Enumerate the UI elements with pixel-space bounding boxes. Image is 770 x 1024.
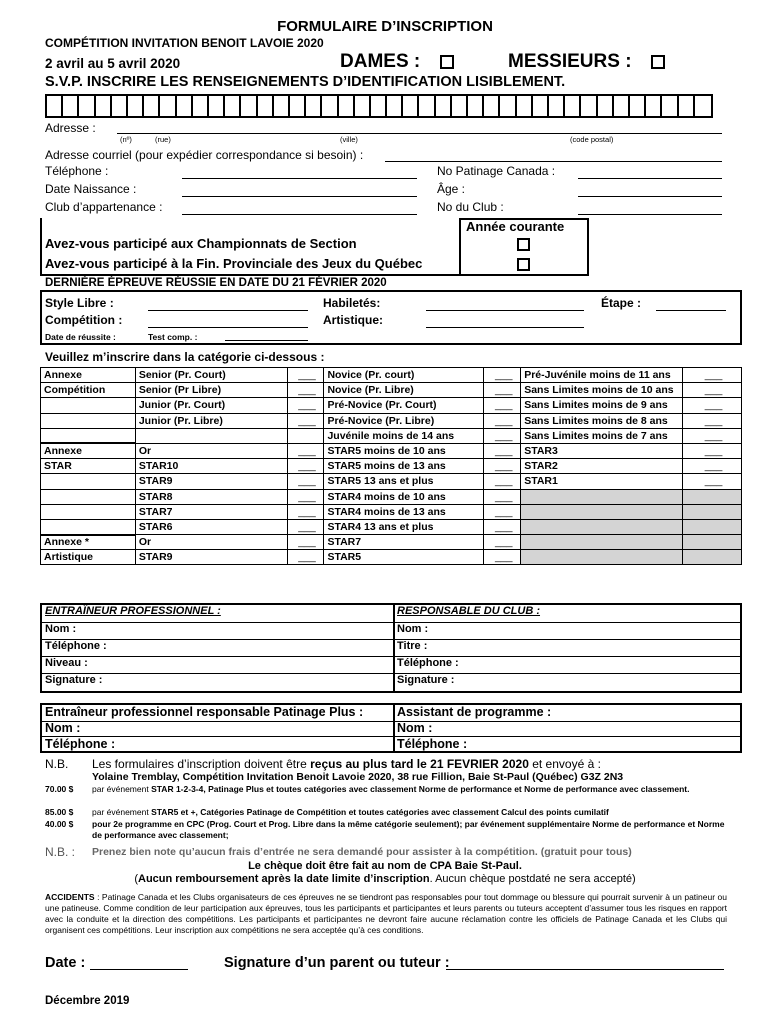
id-cell[interactable] <box>209 96 225 118</box>
category-checkbox-blank[interactable]: ___ <box>287 443 324 458</box>
id-cell[interactable] <box>533 96 549 118</box>
annexe-cell: Annexe <box>41 443 136 458</box>
id-cell[interactable] <box>355 96 371 118</box>
category-checkbox-blank[interactable]: ___ <box>683 413 742 428</box>
category-label: STAR5 13 ans et plus <box>324 474 484 489</box>
refund-bold: Aucun remboursement après la date limite d’inscription <box>138 873 430 885</box>
category-label: STAR8 <box>135 489 287 504</box>
messieurs-label <box>508 51 665 73</box>
category-checkbox-blank <box>683 489 742 504</box>
category-label: Novice (Pr. Libre) <box>324 383 484 398</box>
id-cell[interactable] <box>436 96 452 118</box>
nb-text <box>92 757 601 771</box>
habiletes-line[interactable] <box>426 310 584 311</box>
category-label: STAR1 <box>521 474 683 489</box>
id-cell[interactable] <box>549 96 565 118</box>
footer-month: Décembre 2019 <box>45 995 130 1007</box>
competition-line[interactable] <box>148 327 308 328</box>
category-label: STAR4 13 ans et plus <box>324 519 484 534</box>
id-boxes[interactable] <box>45 94 713 118</box>
category-checkbox-blank[interactable]: ___ <box>287 519 324 534</box>
category-checkbox-blank[interactable]: ___ <box>484 383 521 398</box>
category-checkbox-blank[interactable]: ___ <box>484 519 521 534</box>
category-checkbox-blank <box>683 535 742 550</box>
id-cell[interactable] <box>614 96 630 118</box>
id-cells <box>47 96 711 116</box>
phone-line[interactable] <box>182 178 417 179</box>
category-label: STAR7 <box>135 504 287 519</box>
pp-left-nom[interactable]: Nom : <box>45 721 81 735</box>
category-label: STAR5 <box>324 550 484 565</box>
category-checkbox-blank[interactable]: ___ <box>287 368 324 383</box>
table-row <box>41 474 742 489</box>
address-sub-rue: (rue) <box>155 135 171 144</box>
accidents-body: : Patinage Canada et les Clubs organisateurs de ces épreuves ne se tiendront pas responsables pour tout dommage ou blessure qui pourrait survenir à un patineur ou une patineuse. Comme condition de leur participation aux épreuves, tous les participants et participantes et leurs parents ou tuteurs acceptent d’assumer tous les risques en rapport avec la conduite et la direction des compétitions. Les participants et participantes ne devront faire aucune réclamation contre les officiels de Patinage Canada et les Clubs qui organisent ces compétitions. Leur inscription aux compétitions ne sera acceptée qu’à ces conditions. <box>45 892 727 935</box>
table-row <box>41 398 742 413</box>
patinage-line[interactable] <box>578 178 722 179</box>
table-row <box>41 550 742 565</box>
category-label: STAR6 <box>135 519 287 534</box>
category-label: Junior (Pr. Libre) <box>135 413 287 428</box>
category-label: STAR9 <box>135 550 287 565</box>
email-line[interactable] <box>385 161 722 162</box>
category-checkbox-blank[interactable]: ___ <box>287 459 324 474</box>
coach-nom[interactable]: Nom : <box>45 623 77 635</box>
id-cell[interactable] <box>144 96 160 118</box>
annexe-cell <box>41 398 136 413</box>
category-checkbox-blank[interactable]: ___ <box>287 413 324 428</box>
annexe-cell <box>41 504 136 519</box>
id-cell[interactable] <box>646 96 662 118</box>
address-line[interactable] <box>117 133 722 134</box>
club-no-label: No du Club : <box>437 200 504 214</box>
id-cell[interactable] <box>403 96 419 118</box>
table-row <box>41 459 742 474</box>
category-checkbox-blank[interactable]: ___ <box>484 459 521 474</box>
fee2-text-b: STAR5 et +, Catégories Patinage de Compétition et toutes catégories avec classement Calcul des points cumilatif <box>151 807 609 817</box>
habiletes-label: Habiletés: <box>323 296 381 310</box>
id-cell[interactable] <box>387 96 403 118</box>
categories-table <box>40 367 742 565</box>
refund-note <box>0 873 770 885</box>
q-sectional: Avez-vous participé aux Championnats de Section <box>45 236 357 251</box>
q-provincial: Avez-vous participé à la Fin. Provinciale des Jeux du Québec <box>45 256 423 271</box>
patinage-label: No Patinage Canada : <box>437 164 556 178</box>
category-label: Sans Limites moins de 8 ans <box>521 413 683 428</box>
category-checkbox-blank[interactable]: ___ <box>287 550 324 565</box>
category-label: Novice (Pr. court) <box>324 368 484 383</box>
category-checkbox-blank[interactable]: ___ <box>287 474 324 489</box>
category-label <box>521 489 683 504</box>
footer-date-line[interactable] <box>90 969 188 970</box>
category-checkbox-blank[interactable]: ___ <box>484 489 521 504</box>
id-cell[interactable] <box>419 96 435 118</box>
mailing-address: Yolaine Tremblay, Compétition Invitation Benoit Lavoie 2020, 38 rue Fillion, Baie St-Paul (Québec) G3Z 2N3 <box>92 771 624 783</box>
id-cell[interactable] <box>79 96 95 118</box>
club-resp-signature[interactable]: Signature : <box>397 674 455 686</box>
fee1-text-a: par événement <box>92 784 152 794</box>
fee3-amount: 40.00 $ <box>45 819 74 829</box>
club-line[interactable] <box>182 214 417 215</box>
id-cell[interactable] <box>112 96 128 118</box>
category-checkbox-blank[interactable]: ___ <box>484 504 521 519</box>
dames-checkbox[interactable] <box>440 55 454 69</box>
table-row <box>41 413 742 428</box>
fee1-amount: 70.00 $ <box>45 784 74 794</box>
club-resp-telephone[interactable]: Téléphone : <box>397 657 459 669</box>
nb-text-2: et envoyé à : <box>528 757 601 771</box>
provincial-checkbox[interactable] <box>517 258 530 271</box>
category-checkbox-blank[interactable]: ___ <box>484 535 521 550</box>
address-sub-no: (nº) <box>120 135 132 144</box>
etape-label: Étape : <box>601 296 642 310</box>
club-resp-title: RESPONSABLE DU CLUB : <box>397 605 541 617</box>
id-cell[interactable] <box>241 96 257 118</box>
annexe-cell: Annexe <box>41 368 136 383</box>
instruction: S.V.P. INSCRIRE LES RENSEIGNEMENTS D’IDENTIFICATION LISIBLEMENT. <box>45 74 566 90</box>
coach-telephone[interactable]: Téléphone : <box>45 640 107 652</box>
id-cell[interactable] <box>484 96 500 118</box>
age-label: Âge : <box>437 182 466 196</box>
category-checkbox-blank[interactable]: ___ <box>484 443 521 458</box>
address-label: Adresse : <box>45 121 96 135</box>
table-row <box>41 368 742 383</box>
refund-b: . Aucun chèque postdaté ne sera accepté) <box>429 873 636 885</box>
club-resp-nom[interactable]: Nom : <box>397 623 429 635</box>
messieurs-checkbox[interactable] <box>651 55 665 69</box>
id-cell[interactable] <box>581 96 597 118</box>
accidents-label: ACCIDENTS <box>45 892 95 902</box>
id-cell[interactable] <box>306 96 322 118</box>
fee2-amount: 85.00 $ <box>45 807 74 817</box>
category-label <box>135 428 287 443</box>
annexe-cell: Compétition <box>41 383 136 398</box>
id-cell[interactable] <box>193 96 209 118</box>
artistique-line[interactable] <box>426 327 584 328</box>
fee1-text-b: STAR 1-2-3-4, Patinage Plus et toutes catégories avec classement Norme de performance et Norme de performance avec classement. <box>151 784 690 794</box>
id-cell[interactable] <box>468 96 484 118</box>
category-checkbox-blank <box>683 550 742 565</box>
annexe-cell <box>41 428 136 443</box>
category-label: STAR7 <box>324 535 484 550</box>
phone-label: Téléphone : <box>45 164 109 178</box>
table-row <box>41 489 742 504</box>
refund-a: ( <box>134 873 138 885</box>
accidents-text <box>45 892 727 936</box>
fee2-text-a: par événement <box>92 807 152 817</box>
nb-text-deadline: reçus au plus tard le 21 FEVRIER 2020 <box>310 757 529 771</box>
category-checkbox-blank[interactable]: ___ <box>683 459 742 474</box>
coach-niveau[interactable]: Niveau : <box>45 657 88 669</box>
last-test-title: DERNIÈRE ÉPREUVE RÉUSSIE EN DATE DU 21 FÉVRIER 2020 <box>45 277 387 289</box>
annexe-cell: STAR <box>41 459 136 474</box>
birth-label: Date Naissance : <box>45 182 137 196</box>
nb2-label: N.B. : <box>45 845 76 859</box>
category-label: STAR4 moins de 13 ans <box>324 504 484 519</box>
id-cell[interactable] <box>177 96 193 118</box>
sectional-checkbox[interactable] <box>517 238 530 251</box>
style-libre-label: Style Libre : <box>45 296 114 310</box>
category-checkbox-blank[interactable]: ___ <box>287 535 324 550</box>
category-checkbox-blank[interactable]: ___ <box>484 398 521 413</box>
age-line[interactable] <box>578 196 722 197</box>
category-label: STAR3 <box>521 443 683 458</box>
date-reussite-label: Date de réussite : <box>45 332 116 342</box>
category-label: STAR5 moins de 10 ans <box>324 443 484 458</box>
coach-title: ENTRAÎNEUR PROFESSIONNEL : <box>45 605 221 617</box>
category-label: STAR4 moins de 10 ans <box>324 489 484 504</box>
id-cell[interactable] <box>160 96 176 118</box>
category-checkbox-blank[interactable]: ___ <box>484 413 521 428</box>
competition-label: Compétition : <box>45 313 123 327</box>
nb2-text: Prenez bien note qu’aucun frais d’entrée ne sera demandé pour assister à la compétition. (gratuit pour tous) <box>92 846 632 858</box>
event-dates: 2 avril au 5 avril 2020 <box>45 56 181 71</box>
category-label: Sans Limites moins de 7 ans <box>521 428 683 443</box>
category-label: Or <box>135 535 287 550</box>
category-checkbox-blank[interactable]: ___ <box>484 368 521 383</box>
id-cell[interactable] <box>662 96 678 118</box>
footer-date-label: Date : <box>45 955 86 971</box>
coach-signature[interactable]: Signature : <box>45 674 103 686</box>
category-label: Or <box>135 443 287 458</box>
table-row <box>41 504 742 519</box>
current-year-header: Année courante <box>466 219 565 234</box>
id-cell[interactable] <box>322 96 338 118</box>
address-sub-postal: (code postal) <box>570 135 614 144</box>
id-cell[interactable] <box>258 96 274 118</box>
category-checkbox-blank[interactable]: ___ <box>287 383 324 398</box>
pp-right-telephone[interactable]: Téléphone : <box>397 737 468 751</box>
table-row <box>41 383 742 398</box>
cheque-note: Le chèque doit être fait au nom de CPA Baie St-Paul. <box>248 860 522 872</box>
id-cell[interactable] <box>290 96 306 118</box>
category-label: Juvénile moins de 14 ans <box>324 428 484 443</box>
table-row <box>41 443 742 458</box>
id-cell[interactable] <box>517 96 533 118</box>
annexe-cell <box>41 413 136 428</box>
category-label: Pré-Juvénile moins de 11 ans <box>521 368 683 383</box>
club-label: Club d’appartenance : <box>45 200 163 214</box>
category-label: STAR10 <box>135 459 287 474</box>
id-cell[interactable] <box>96 96 112 118</box>
category-checkbox-blank[interactable]: ___ <box>683 428 742 443</box>
category-checkbox-blank[interactable]: ___ <box>287 504 324 519</box>
dames-text: DAMES : <box>340 51 421 72</box>
club-resp-titre[interactable]: Titre : <box>397 640 428 652</box>
id-cell[interactable] <box>630 96 646 118</box>
category-label: Pré-Novice (Pr. Libre) <box>324 413 484 428</box>
id-cell[interactable] <box>598 96 614 118</box>
dames-label <box>340 51 454 73</box>
id-cell[interactable] <box>452 96 468 118</box>
category-checkbox-blank[interactable]: ___ <box>287 398 324 413</box>
id-cell[interactable] <box>128 96 144 118</box>
category-label <box>521 550 683 565</box>
id-cell[interactable] <box>371 96 387 118</box>
category-checkbox-blank[interactable]: ___ <box>683 474 742 489</box>
category-label: Sans Limites moins de 10 ans <box>521 383 683 398</box>
fee3-text: pour 2e programme en CPC (Prog. Court et Prog. Libre dans la même catégorie seulement); par événement supplémentaire Norme de performance et Norme de performance avec classement; <box>92 819 725 840</box>
category-checkbox-blank <box>287 428 324 443</box>
category-label: STAR2 <box>521 459 683 474</box>
category-label <box>521 535 683 550</box>
pp-right-title: Assistant de programme : <box>397 705 552 719</box>
category-checkbox-blank[interactable]: ___ <box>683 398 742 413</box>
id-cell[interactable] <box>63 96 79 118</box>
fee1-text <box>92 784 732 795</box>
footer-signature-label: Signature d’un parent ou tuteur : <box>224 955 450 971</box>
test-comp-line[interactable] <box>225 340 308 341</box>
category-label: STAR9 <box>135 474 287 489</box>
category-checkbox-blank[interactable]: ___ <box>484 550 521 565</box>
table-row <box>41 428 742 443</box>
category-label: Senior (Pr. Court) <box>135 368 287 383</box>
category-label: Junior (Pr. Court) <box>135 398 287 413</box>
annexe-cell <box>41 519 136 534</box>
annexe-cell: Artistique <box>41 550 136 565</box>
nb-label: N.B. <box>45 757 69 771</box>
email-label: Adresse courriel (pour expédier correspondance si besoin) : <box>45 148 364 162</box>
category-label <box>521 519 683 534</box>
category-checkbox-blank[interactable]: ___ <box>287 489 324 504</box>
birth-line[interactable] <box>182 196 417 197</box>
category-checkbox-blank[interactable]: ___ <box>683 368 742 383</box>
categories-title: Veuillez m’inscrire dans la catégorie ci-dessous : <box>45 350 325 364</box>
fee2-text <box>92 807 609 817</box>
category-label: Pré-Novice (Pr. Court) <box>324 398 484 413</box>
etape-line[interactable] <box>656 310 726 311</box>
address-sub-ville: (ville) <box>340 135 358 144</box>
category-label: Sans Limites moins de 9 ans <box>521 398 683 413</box>
footer-signature-line[interactable] <box>446 969 724 970</box>
category-label <box>521 504 683 519</box>
artistique-label: Artistique: <box>323 313 383 327</box>
pp-left-telephone[interactable]: Téléphone : <box>45 737 116 751</box>
id-cell[interactable] <box>679 96 695 118</box>
id-cell[interactable] <box>565 96 581 118</box>
category-checkbox-blank <box>683 504 742 519</box>
category-label: STAR5 moins de 13 ans <box>324 459 484 474</box>
event-subtitle: COMPÉTITION INVITATION BENOIT LAVOIE 2020 <box>45 36 324 50</box>
category-label: Senior (Pr Libre) <box>135 383 287 398</box>
club-no-line[interactable] <box>578 214 722 215</box>
table-row <box>41 519 742 534</box>
id-cell[interactable] <box>339 96 355 118</box>
id-cell[interactable] <box>274 96 290 118</box>
style-libre-line[interactable] <box>148 310 308 311</box>
category-checkbox-blank[interactable]: ___ <box>683 383 742 398</box>
id-cell[interactable] <box>225 96 241 118</box>
annexe-cell <box>41 474 136 489</box>
pp-left-title: Entraîneur professionnel responsable Patinage Plus : <box>45 705 364 719</box>
category-checkbox-blank[interactable]: ___ <box>484 428 521 443</box>
id-cell[interactable] <box>500 96 516 118</box>
table-row <box>41 535 742 550</box>
nb-text-1: Les formulaires d’inscription doivent être <box>92 757 311 771</box>
id-cell[interactable] <box>47 96 63 118</box>
test-comp-label: Test comp. : <box>148 332 198 342</box>
annexe-cell: Annexe * <box>41 535 136 550</box>
category-checkbox-blank[interactable]: ___ <box>683 443 742 458</box>
annexe-cell <box>41 489 136 504</box>
form-title: FORMULAIRE D’INSCRIPTION <box>277 18 493 35</box>
pp-right-nom[interactable]: Nom : <box>397 721 433 735</box>
category-checkbox-blank[interactable]: ___ <box>484 474 521 489</box>
category-checkbox-blank <box>683 519 742 534</box>
messieurs-text: MESSIEURS : <box>508 51 632 72</box>
